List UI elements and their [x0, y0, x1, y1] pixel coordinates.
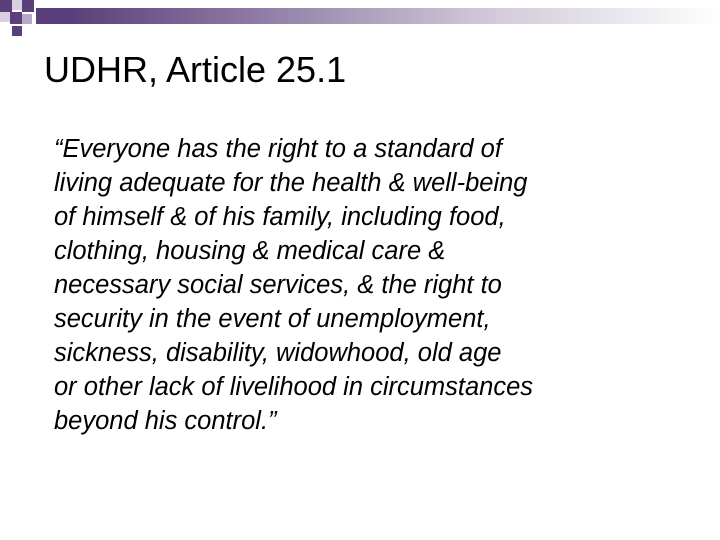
decor-square: [0, 0, 12, 12]
quote-line: necessary social services, & the right to: [54, 271, 502, 299]
quote-line: of himself & of his family, including food,: [54, 203, 506, 231]
decor-square: [12, 26, 22, 36]
quote-line: or other lack of livelihood in circumstances: [54, 373, 534, 401]
quote-line: security in the event of unemployment,: [54, 305, 491, 333]
quote-line: “Everyone has the right to a standard of: [54, 135, 502, 163]
header-band: [36, 8, 720, 24]
decor-square: [12, 0, 22, 10]
quote-line: beyond his control.”: [54, 407, 277, 435]
quote-line: living adequate for the health & well-being: [54, 169, 528, 197]
decor-square: [22, 0, 34, 12]
quote-body: [54, 132, 684, 438]
decor-square: [10, 12, 22, 24]
quote-line: sickness, disability, widowhood, old age: [54, 339, 502, 367]
decor-square: [22, 14, 32, 24]
slide-title: UDHR, Article 25.1: [44, 49, 347, 90]
decor-square: [0, 12, 10, 22]
quote-line: clothing, housing & medical care &: [54, 237, 446, 265]
